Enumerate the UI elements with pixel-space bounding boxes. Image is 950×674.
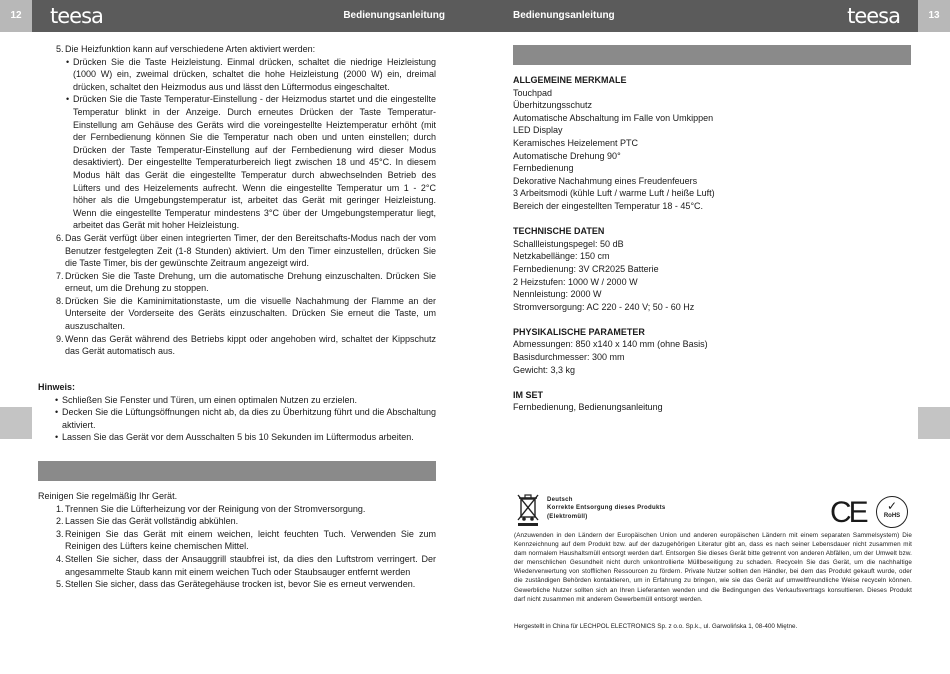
spec-line: 3 Arbeitsmodi (kühle Luft / warme Luft / heiße Luft) <box>513 188 715 199</box>
item-number: 7. <box>56 270 64 281</box>
list-item <box>56 503 436 516</box>
section-bar-cleaning <box>38 461 436 481</box>
spec-line: Bereich der eingestellten Temperatur 18 - 45°C. <box>513 200 704 211</box>
note-title: Hinweis: <box>38 382 76 392</box>
item-text: Drücken Sie die Kaminimitationstaste, um die visuelle Nachahmung der Flamme an der Unterseite der Vorderseite des Geräts einzuschalten. Drücken Sie erneut die Taste, um auszuschalten. <box>65 295 436 332</box>
cleaning-section <box>38 490 436 591</box>
item-number: 4. <box>56 553 64 564</box>
item-number: 3. <box>56 528 64 539</box>
brand-logo: teesa <box>847 4 900 28</box>
note-text: Lassen Sie das Gerät vor dem Ausschalten 5 bis 10 Sekunden im Lüftermodus arbeiten. <box>62 432 414 443</box>
item-number: 8. <box>56 295 64 306</box>
spec-line: Gewicht: 3,3 kg <box>513 364 576 375</box>
note-text: Schließen Sie Fenster und Türen, um einen optimalen Nutzen zu erzielen. <box>62 394 357 405</box>
checkmark-icon: ✓ <box>886 499 898 513</box>
item-text: Drücken Sie die Taste Drehung, um die automatische Drehung einzuschalten. Drücken Sie erneut, um die Drehung zu stoppen. <box>65 270 436 294</box>
item-text: Wenn das Gerät während des Betriebs kippt oder angehoben wird, schaltet der Kippschutz das Gerät automatisch aus. <box>65 333 436 357</box>
list-item <box>56 43 436 232</box>
spec-line: Nennleistung: 2000 W <box>513 289 602 300</box>
spec-line: Touchpad <box>513 87 553 98</box>
spec-section <box>513 225 911 313</box>
spec-line: Stromversorgung: AC 220 - 240 V; 50 - 60 Hz <box>513 301 695 312</box>
right-page <box>475 0 950 674</box>
header-bar <box>475 0 918 32</box>
spec-section <box>513 389 911 414</box>
spec-line: Automatische Drehung 90° <box>513 150 621 161</box>
page-number: 13 <box>918 0 950 32</box>
section-title: ALLGEMEINE MERKMALE <box>513 75 627 85</box>
notes-section <box>38 381 436 444</box>
note-text: Decken Sie die Lüftungsöffnungen nicht ab, da dies zu Überhitzung führt und die Abschaltung aktiviert. <box>62 407 436 430</box>
disposal-title: Korrekte Entsorgung dieses Produkts <box>547 505 666 512</box>
rohs-label: RoHS <box>883 513 901 519</box>
item-text: Die Heizfunktion kann auf verschiedene Arten aktiviert werden: <box>65 44 316 54</box>
item-number: 9. <box>56 333 64 344</box>
item-number: 5. <box>56 579 64 590</box>
item-number: 1. <box>56 503 64 514</box>
ce-mark-icon: CE <box>830 496 866 529</box>
section-title: PHYSIKALISCHE PARAMETER <box>513 326 645 337</box>
disposal-heading <box>547 496 666 521</box>
header-bar <box>32 0 475 32</box>
spec-line: Überhitzungsschutz <box>513 100 593 111</box>
spec-section <box>513 326 911 376</box>
page-number: 12 <box>0 0 32 32</box>
item-number: 5. <box>56 44 64 54</box>
bullet-text: Drücken Sie die Taste Heizleistung. Einmal drücken, schaltet die niedrige Heizleistung (1000 W) ein, zweimal drücken, schaltet die hohe Heizleistung (2000 W) ein, dreimal drücken, schaltet den Heizmodus aus und lässt den Lüftermodus eingeschaltet. <box>73 56 436 92</box>
item-text: Stellen Sie sicher, dass das Gerätegehäuse trocken ist, bevor Sie es erneut verwenden. <box>65 579 416 590</box>
item-text: Das Gerät verfügt über einen integrierten Timer, der den Bereitschafts-Modus nach der vom Benutzer festgelegten Zeit (1-8 Stunden) aktiviert. Um den Timer einzustellen, drücken Sie die Taste Timer, bis der gewünschte Zeitraum angezeigt wird. <box>65 232 436 269</box>
list-item <box>56 528 436 553</box>
list-item <box>56 515 436 528</box>
rohs-icon <box>876 496 908 528</box>
item-text: Trennen Sie die Lüfterheizung vor der Reinigung von der Stromversorgung. <box>65 503 366 514</box>
weee-bin-icon <box>515 493 541 527</box>
spec-line: 2 Heizstufen: 1000 W / 2000 W <box>513 276 638 287</box>
list-item <box>56 232 436 270</box>
spec-line: LED Display <box>513 125 563 136</box>
spec-line: Keramisches Heizelement PTC <box>513 137 639 148</box>
header-title: Bedienungsanleitung <box>343 10 445 21</box>
list-item <box>56 270 436 295</box>
operation-instructions <box>56 43 436 358</box>
item-number: 6. <box>56 232 64 243</box>
list-item <box>56 553 436 578</box>
manufacturer-info: Hergestellt in China für LECHPOL ELECTRONICS Sp. z o.o. Sp.k., ul. Garwolińska 1, 08-400 Miętne. <box>514 623 798 630</box>
item-text: Stellen Sie sicher, dass der Ansauggrill staubfrei ist, da dies den Luftstrom verringert. Der angesammelte Staub kann mit einem weichen Tuch oder Staubsauger entfernt werden <box>65 553 436 577</box>
spec-section <box>513 74 911 213</box>
disposal-language: Deutsch <box>547 497 573 503</box>
spec-line: Fernbedienung: 3V CR2025 Batterie <box>513 263 659 274</box>
item-text: Lassen Sie das Gerät vollständig abkühlen. <box>65 516 239 527</box>
list-item <box>56 333 436 358</box>
bullet-item: • Lassen Sie das Gerät vor dem Ausschalten 5 bis 10 Sekunden im Lüftermodus arbeiten. <box>54 431 436 444</box>
spec-line: Basisdurchmesser: 300 mm <box>513 352 625 363</box>
spec-line: Fernbedienung, Bedienungsanleitung <box>513 402 663 413</box>
bullet-text: Drücken Sie die Taste Temperatur-Einstellung - der Heizmodus startet und die eingestellte Temperatur blinkt in der Anzeige. Durch erneutes Drücken der Taste Temperatur-Einstellung am Gehäuse des Geräts wird die voreingestellte Heiztemperatur erhöht (mit der Fernbedienung können Sie die Temperatur nach oben und unten einstellen; durch Drücken der Taste Temperatur-Einstellung auf der Fernbedienung wird dieser Modus desaktiviert). Der eingestellte Temperaturbereich liegt zwischen 18 und 45°C. In diesem Modus hält das Gerät die eingestellte Temperatur durch abwechselnden Betrieb des Lüfters und des Heizelements aufrecht. Wenn die eingestellte Temperatur um 1 - 2°C höher als die Umgebungstemperatur ist, arbeitet das Gerät mit geringer Heizleistung. Wenn die eingestellte Temperatur mindestens 3°C über der Umgebungstemperatur liegt, arbeitet das Gerät mit hoher Heizleistung. <box>73 94 436 231</box>
bullet-item: • Drücken Sie die Taste Heizleistung. Einmal drücken, schaltet die niedrige Heizleistung (1000 W) ein, zweimal drücken, schaltet die hohe Heizleistung (2000 W) ein, dreimal drücken, schaltet den Heizmodus aus und lässt den Lüftermodus eingeschaltet. <box>66 56 436 92</box>
spec-line: Schallleistungspegel: 50 dB <box>513 238 624 249</box>
brand-logo: teesa <box>50 4 103 28</box>
bullet-item: • Drücken Sie die Taste Temperatur-Einstellung - der Heizmodus startet und die eingestellte Temperatur blinkt in der Anzeige. Durch erneutes Drücken der Taste Temperatur-Einstellung am Gehäuse des Geräts wird die voreingestellte Heiztemperatur erhöht (mit der Fernbedienung können Sie die Temperatur nach oben und unten einstellen; durch Drücken der Taste Temperatur-Einstellung auf der Fernbedienung wird dieser Modus desaktiviert). Der eingestellte Temperaturbereich liegt zwischen 18 und 45°C. In diesem Modus hält das Gerät die eingestellte Temperatur durch abwechselnden Betrieb des Lüfters und des Heizelements aufrecht. Wenn die eingestellte Temperatur um 1 - 2°C höher als die Umgebungstemperatur ist, arbeitet das Gerät mit geringer Heizleistung. Wenn die eingestellte Temperatur mindestens 3°C über der Umgebungstemperatur liegt, arbeitet das Gerät mit hoher Heizleistung. <box>66 94 436 231</box>
item-text: Reinigen Sie das Gerät mit einem weichen, leicht feuchten Tuch. Verwenden Sie zum Reinigen des Lüfters keine chemischen Mittel. <box>65 528 436 552</box>
spec-line: Fernbedienung <box>513 163 574 174</box>
section-bar-specs <box>513 45 911 65</box>
spec-line: Automatische Abschaltung im Falle von Umkippen <box>513 112 714 123</box>
bullet-item: • Decken Sie die Lüftungsöffnungen nicht ab, da dies zu Überhitzung führt und die Abschaltung aktiviert. <box>55 407 436 430</box>
spec-line: Netzkabellänge: 150 cm <box>513 251 610 262</box>
list-item <box>56 578 436 591</box>
section-title: TECHNISCHE DATEN <box>513 226 605 237</box>
spec-line: Dekorative Nachahmung eines Freudenfeuers <box>513 175 698 186</box>
list-item <box>56 295 436 333</box>
disposal-subtitle: (Elektromüll) <box>547 513 588 520</box>
cleaning-intro: Reinigen Sie regelmäßig Ihr Gerät. <box>38 491 178 501</box>
bullet-item: • Schließen Sie Fenster und Türen, um einen optimalen Nutzen zu erzielen. <box>54 394 436 407</box>
side-tab <box>0 407 32 439</box>
item-number: 2. <box>56 516 64 527</box>
disposal-text: (Anzuwenden in den Ländern der Europäischen Union und anderen europäischen Ländern mit einem separaten Sammelsystem) Die Kennzeichnung auf dem Produkt bzw. auf der dazugehörigen Literatur gibt an, dass es nach seiner Lebensdauer nicht zusammen mit dam normalem Haushaltsmüll entsorgt werden darf. Entsorgen Sie dieses Gerät bitte getrennt von anderen Abfällen, um der Umwelt bzw. der menschlichen Gesundheit nicht durch unkontrollierte Müllbeseitigung zu schaden. Recyceln Sie das Gerät, um die nachhaltige Wiederverwertung von stofflichen Ressourcen zu fördern. Private Nutzer sollten den Händler, bei dem das Produkt gekauft wurde, oder die zuständigen Behörden kontaktieren, um in Erfahrung zu bringen, wie sie das Gerät auf umweltfreundliche Weise recyceln können. Gewerbliche Nutzer sollten sich an Ihren Lieferanten wenden und die Bedingungen des Verkaufsvertrags konsultieren. Dieses Produkt darf nicht zusammen mit anderem Gewerbemüll entsorgt werden. <box>514 532 912 603</box>
spec-line: Abmessungen: 850 x140 x 140 mm (ohne Basis) <box>513 339 708 350</box>
specifications <box>513 74 911 414</box>
side-tab <box>918 407 950 439</box>
section-title: IM SET <box>513 389 544 400</box>
header-title: Bedienungsanleitung <box>513 10 615 21</box>
